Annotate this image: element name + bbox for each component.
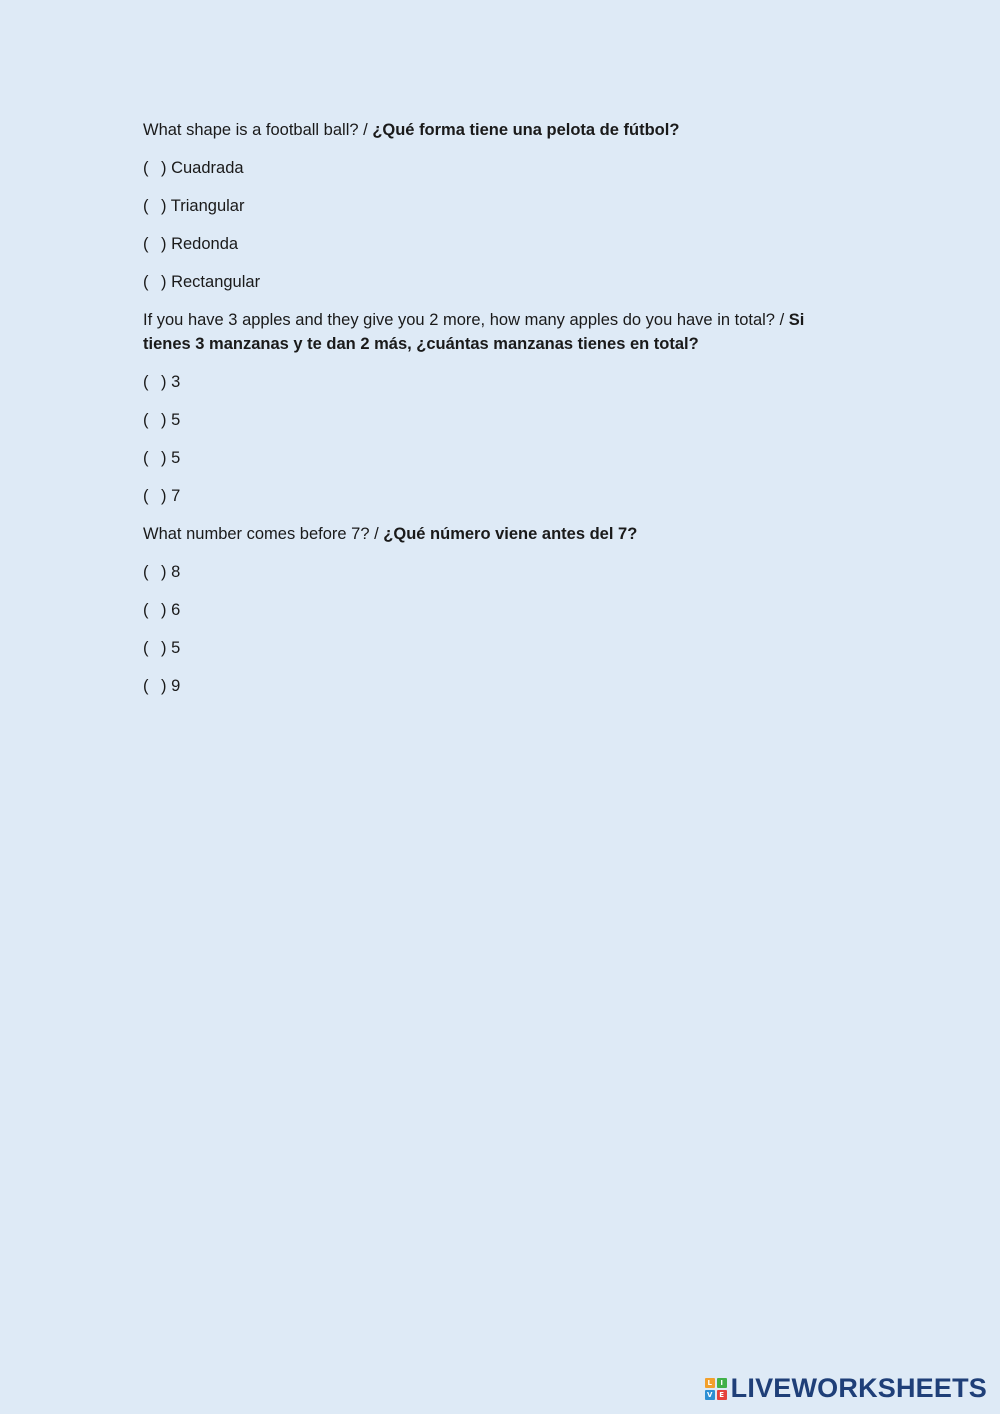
option-close: ) xyxy=(161,601,167,619)
option-label: 6 xyxy=(171,601,181,619)
answer-option[interactable] xyxy=(143,598,833,622)
option-close: ) xyxy=(161,411,167,429)
option-close: ) xyxy=(161,159,167,177)
question-spanish: Si tienes 3 manzanas y te dan 2 más, ¿cuántas manzanas tienes en total? xyxy=(143,311,805,353)
option-close: ) xyxy=(161,449,167,467)
logo-letter: E xyxy=(717,1390,727,1400)
option-label: 9 xyxy=(171,677,181,695)
liveworksheets-brand xyxy=(705,1373,987,1404)
question-1 xyxy=(143,118,833,294)
answer-option[interactable] xyxy=(143,156,833,180)
option-label: 8 xyxy=(171,563,181,581)
logo-letter: L xyxy=(705,1378,715,1388)
option-checkbox[interactable]: ( xyxy=(143,411,149,429)
option-checkbox[interactable]: ( xyxy=(143,197,149,215)
option-label: 5 xyxy=(171,449,181,467)
option-checkbox[interactable]: ( xyxy=(143,159,149,177)
logo-letter: V xyxy=(705,1390,715,1400)
option-close: ) xyxy=(161,235,167,253)
option-close: ) xyxy=(161,197,167,215)
liveworksheets-logo-icon xyxy=(705,1378,727,1400)
question-english: What shape is a football ball? / xyxy=(143,121,373,139)
answer-option[interactable] xyxy=(143,270,833,294)
option-checkbox[interactable]: ( xyxy=(143,601,149,619)
option-checkbox[interactable]: ( xyxy=(143,677,149,695)
answer-option[interactable] xyxy=(143,232,833,256)
option-close: ) xyxy=(161,273,167,291)
option-checkbox[interactable]: ( xyxy=(143,639,149,657)
question-text xyxy=(143,308,833,356)
option-label: 3 xyxy=(171,373,181,391)
option-label: 5 xyxy=(171,411,181,429)
question-2 xyxy=(143,308,833,508)
answer-option[interactable] xyxy=(143,636,833,660)
question-spanish: ¿Qué forma tiene una pelota de fútbol? xyxy=(372,121,680,139)
question-3 xyxy=(143,522,833,698)
option-label: Rectangular xyxy=(171,273,261,291)
brand-name: LIVEWORKSHEETS xyxy=(730,1373,987,1403)
answer-option[interactable] xyxy=(143,560,833,584)
logo-letter: I xyxy=(717,1378,727,1388)
question-spanish: ¿Qué número viene antes del 7? xyxy=(383,525,638,543)
answer-option[interactable] xyxy=(143,370,833,394)
option-checkbox[interactable]: ( xyxy=(143,487,149,505)
option-close: ) xyxy=(161,487,167,505)
question-text xyxy=(143,118,833,142)
answer-option[interactable] xyxy=(143,446,833,470)
option-close: ) xyxy=(161,639,167,657)
answer-option[interactable] xyxy=(143,408,833,432)
answer-option[interactable] xyxy=(143,674,833,698)
option-close: ) xyxy=(161,563,167,581)
option-checkbox[interactable]: ( xyxy=(143,273,149,291)
answer-option[interactable] xyxy=(143,484,833,508)
question-english: If you have 3 apples and they give you 2 more, how many apples do you have in total? / xyxy=(143,311,789,329)
question-text xyxy=(143,522,833,546)
answer-option[interactable] xyxy=(143,194,833,218)
option-close: ) xyxy=(161,677,167,695)
option-checkbox[interactable]: ( xyxy=(143,373,149,391)
option-label: Cuadrada xyxy=(171,159,244,177)
option-checkbox[interactable]: ( xyxy=(143,449,149,467)
option-label: Redonda xyxy=(171,235,239,253)
option-checkbox[interactable]: ( xyxy=(143,235,149,253)
option-close: ) xyxy=(161,373,167,391)
option-label: 7 xyxy=(171,487,181,505)
option-label: Triangular xyxy=(170,197,245,215)
worksheet xyxy=(143,118,833,712)
option-checkbox[interactable]: ( xyxy=(143,563,149,581)
question-english: What number comes before 7? / xyxy=(143,525,384,543)
option-label: 5 xyxy=(171,639,181,657)
